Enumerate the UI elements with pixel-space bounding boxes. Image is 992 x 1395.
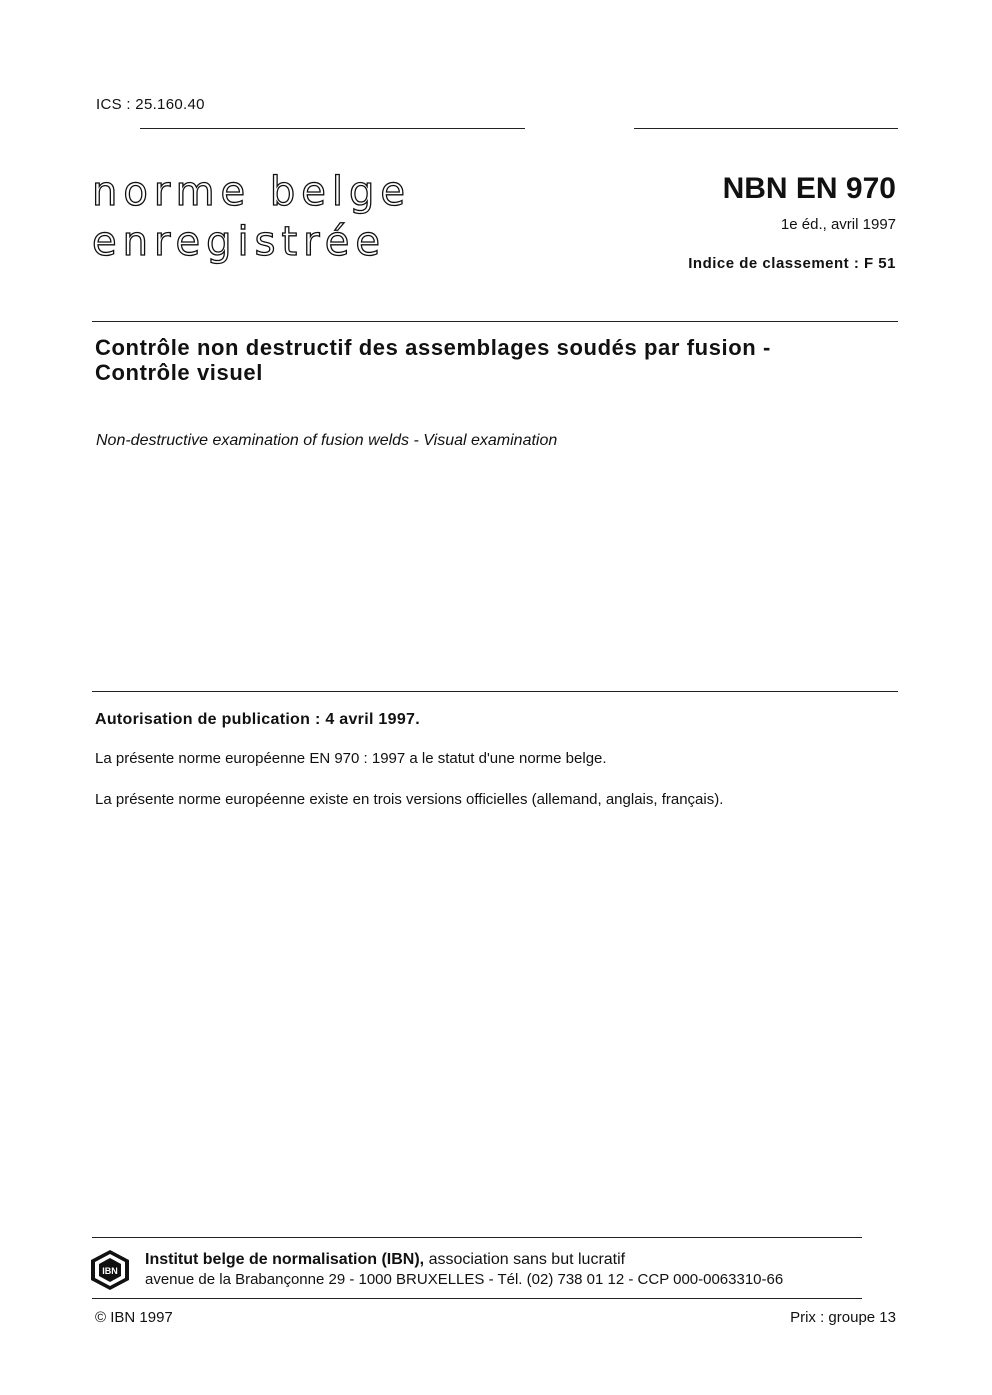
title-rule-top — [92, 321, 898, 322]
price-group: Prix : groupe 13 — [790, 1309, 896, 1326]
institute-line — [145, 1251, 625, 1269]
institute-address: avenue de la Brabançonne 29 - 1000 BRUXELLES - Tél. (02) 738 01 12 - CCP 000-0063310-66 — [145, 1271, 784, 1288]
institute-name: Institut belge de normalisation (IBN), — [145, 1251, 425, 1268]
brand-enregistree: enregistrée — [92, 219, 386, 265]
french-title-line1: Contrôle non destructif des assemblages soudés par fusion - — [95, 335, 771, 360]
footer-rule-top — [92, 1237, 862, 1238]
top-rule-right — [634, 128, 898, 129]
ibn-logo — [89, 1249, 131, 1291]
copyright: © IBN 1997 — [95, 1309, 173, 1326]
french-title-line2: Contrôle visuel — [95, 360, 263, 385]
section-rule — [92, 691, 898, 692]
publication-authorisation: Autorisation de publication : 4 avril 1997. — [95, 711, 420, 728]
top-rule-left — [140, 128, 525, 129]
english-title: Non-destructive examination of fusion welds - Visual examination — [96, 432, 558, 449]
footer-rule-bottom — [92, 1298, 862, 1299]
belgian-status-text: La présente norme européenne EN 970 : 1997 a le statut d'une norme belge. — [95, 750, 607, 767]
official-versions-text: La présente norme européenne existe en trois versions officielles (allemand, anglais, français). — [95, 791, 724, 808]
edition-date: 1e éd., avril 1997 — [780, 216, 896, 233]
standard-number: NBN EN 970 — [722, 172, 896, 205]
institute-type: association sans but lucratif — [424, 1251, 626, 1268]
french-title — [95, 335, 900, 385]
ics-code: ICS : 25.160.40 — [96, 96, 205, 113]
brand-norme-belge: norme belge — [92, 169, 411, 215]
ibn-logo-text: IBN — [102, 1266, 118, 1276]
classification-index: Indice de classement : F 51 — [688, 255, 896, 272]
